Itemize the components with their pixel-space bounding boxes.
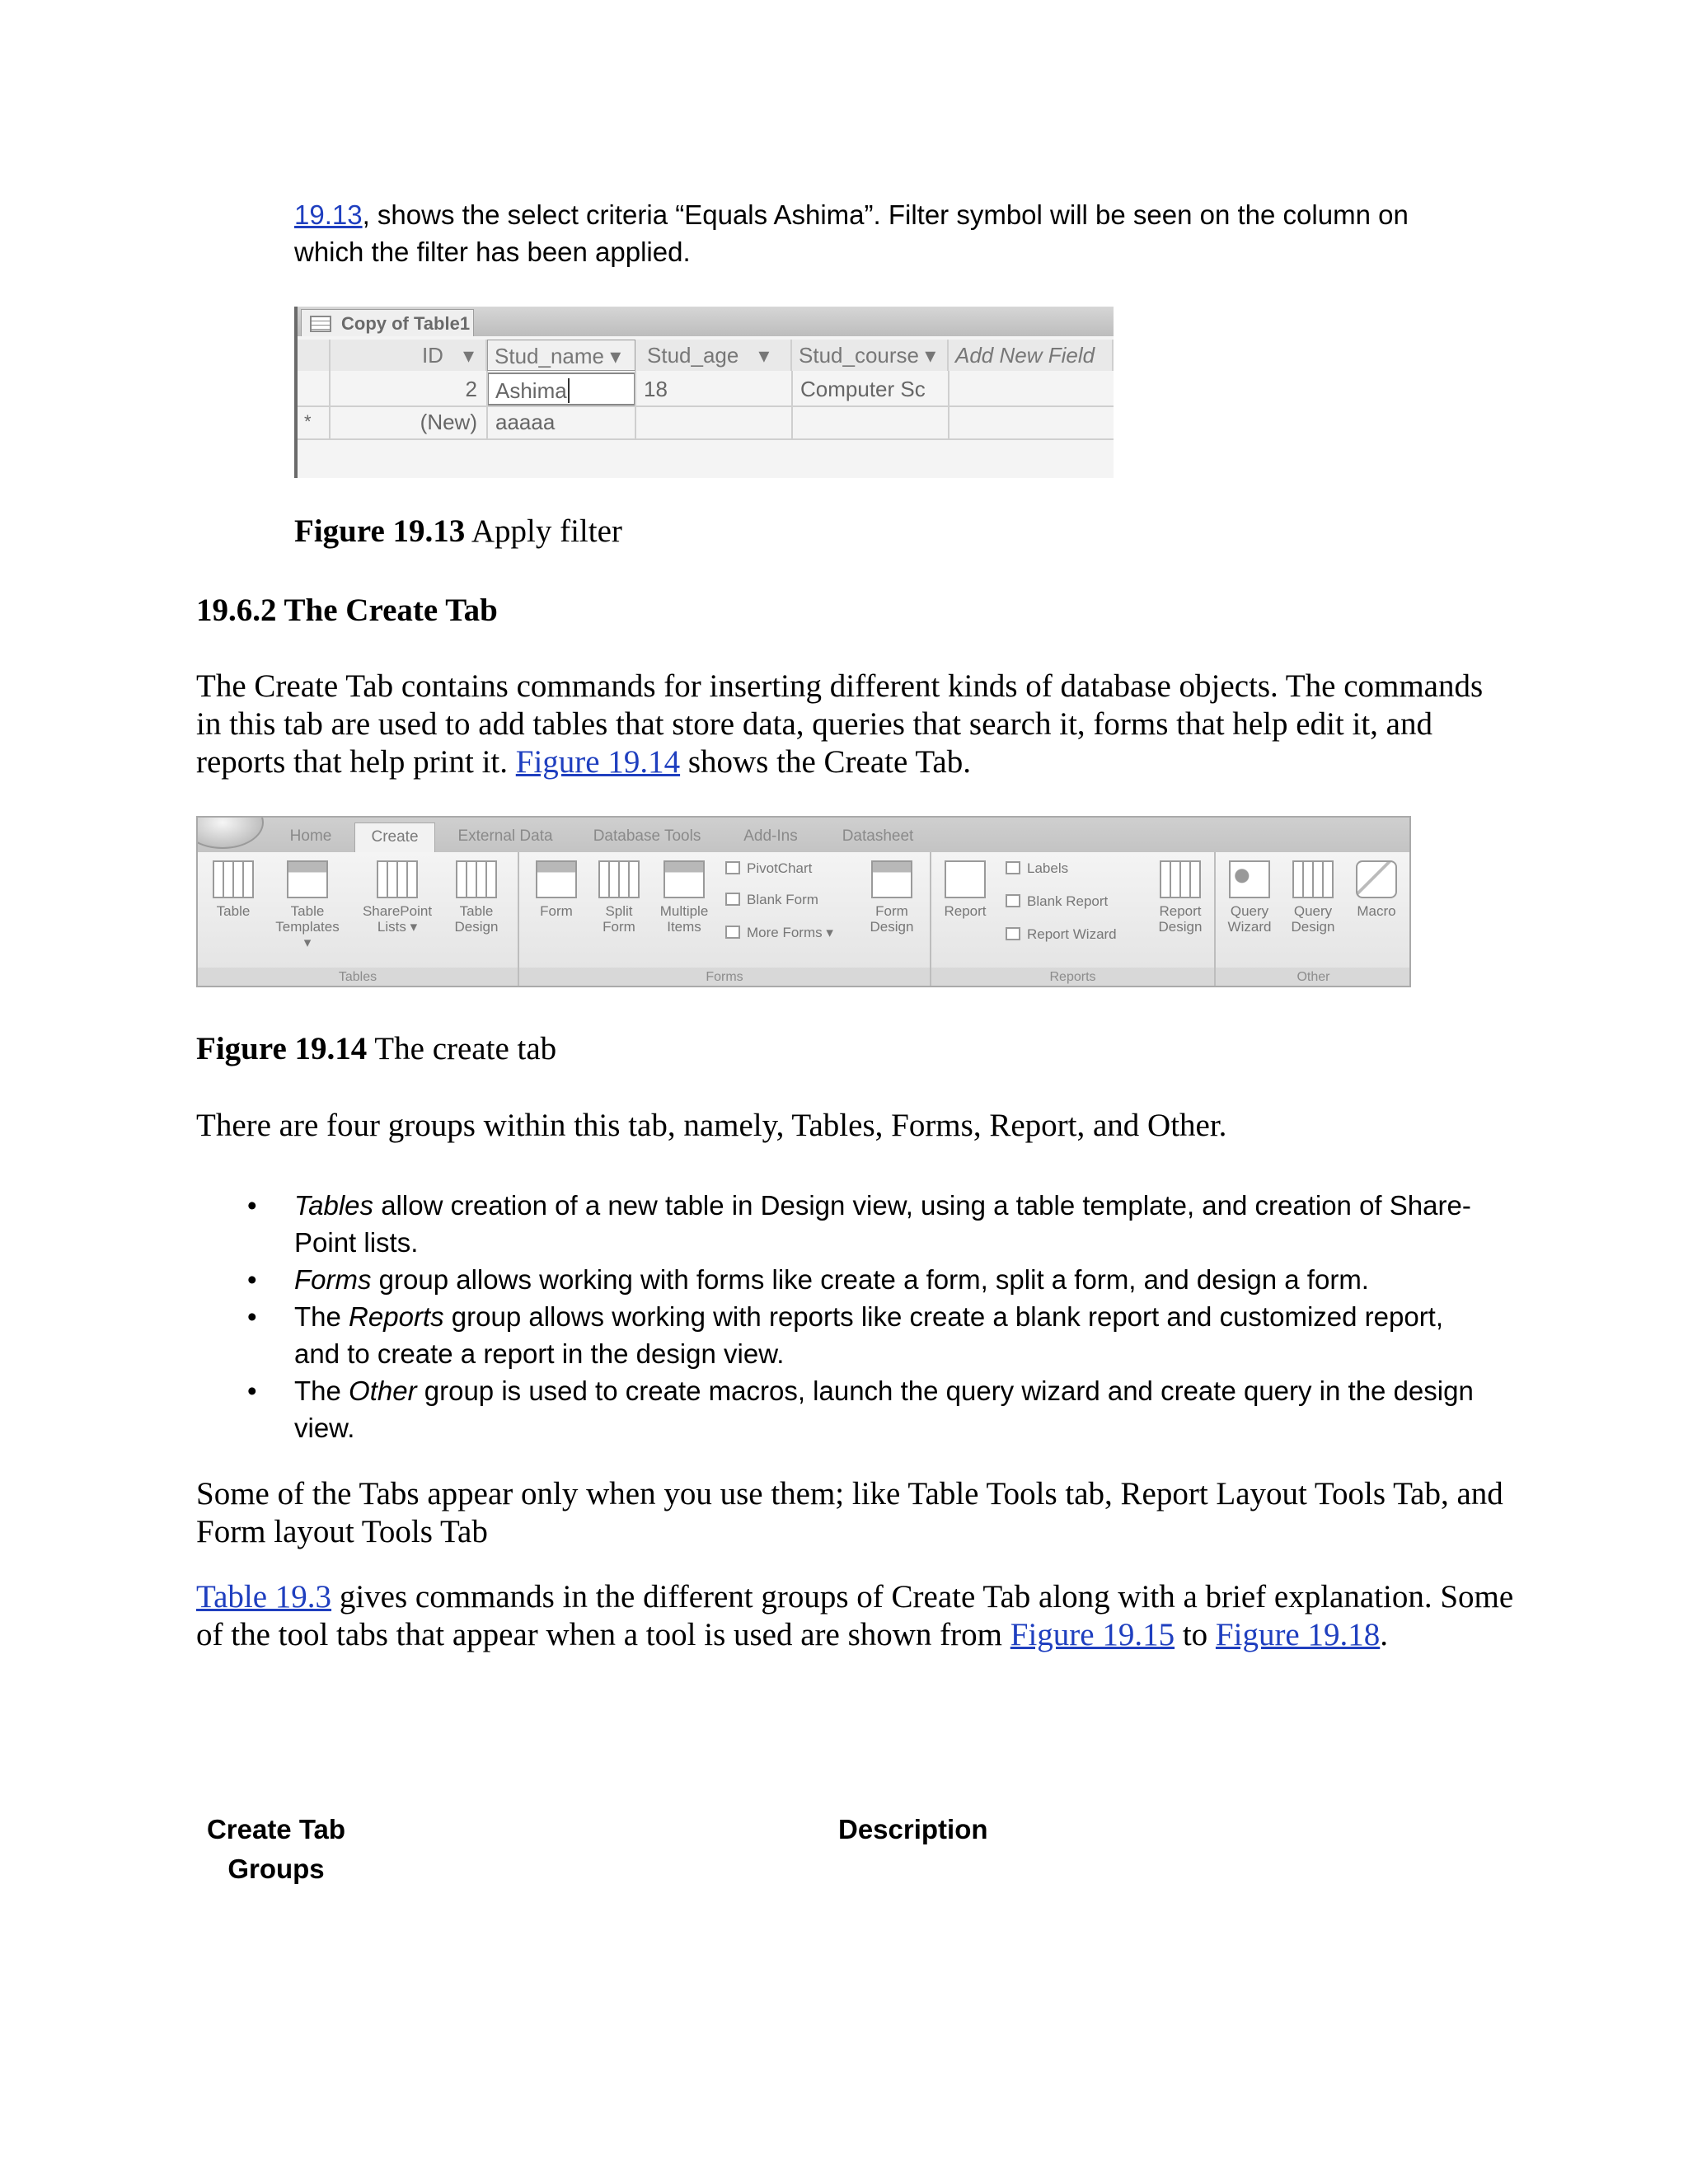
para-text: The Create Tab contains commands for inserting different kinds of database objects. The commands in this tab are used to add tables that store data, queries that search it, forms that help edit it, and reports that help print it. bbox=[196, 668, 1484, 780]
button-label: Macro bbox=[1357, 903, 1396, 919]
cell-stud-age[interactable]: 18 bbox=[644, 377, 668, 401]
link-table-19-3[interactable]: Table 19.3 bbox=[196, 1579, 332, 1615]
form-button[interactable] bbox=[528, 860, 585, 919]
item-emphasis: Other bbox=[349, 1376, 417, 1406]
split-form-icon bbox=[598, 860, 640, 898]
button-label: Query Design bbox=[1291, 903, 1335, 935]
figure-19-14-caption bbox=[196, 1030, 556, 1067]
link-figure-19-13[interactable]: 19.13 bbox=[294, 199, 363, 230]
paragraph-tool-tabs: Some of the Tabs appear only when you use them; like Table Tools tab, Report Layout Tools Tab, and Form layout Tools Tab bbox=[196, 1476, 1503, 1549]
intro-paragraph bbox=[294, 196, 1465, 270]
paragraph-four-groups: There are four groups within this tab, namely, Tables, Forms, Report, and Other. bbox=[196, 1108, 1227, 1143]
item-emphasis: Forms bbox=[294, 1264, 372, 1295]
query-wizard-icon bbox=[1229, 860, 1270, 898]
link-figure-19-18[interactable]: Figure 19.18 bbox=[1215, 1617, 1381, 1652]
report-design-icon bbox=[1160, 860, 1201, 898]
group-label-tables: Tables bbox=[198, 968, 518, 987]
ribbon-tab-bar bbox=[198, 818, 1409, 854]
figure-19-13-datasheet bbox=[294, 307, 1114, 478]
multiple-items-button[interactable] bbox=[651, 860, 717, 935]
tab-create[interactable]: Create bbox=[354, 823, 435, 853]
tab-home[interactable]: Home bbox=[289, 827, 332, 845]
section-heading: 19.6.2 The Create Tab bbox=[196, 593, 498, 628]
cell-id[interactable]: 2 bbox=[465, 377, 477, 401]
tab-external-data[interactable]: External Data bbox=[457, 827, 553, 845]
group-label-forms: Forms bbox=[519, 968, 930, 987]
button-label: SharePoint Lists ▾ bbox=[362, 903, 433, 935]
column-header-stud-name[interactable] bbox=[487, 340, 635, 371]
list-item bbox=[247, 1187, 1484, 1261]
grid-line bbox=[298, 405, 1114, 407]
button-label: Query Wizard bbox=[1227, 903, 1272, 935]
more-forms-button[interactable]: More Forms ▾ bbox=[725, 925, 833, 941]
list-item bbox=[247, 1261, 1484, 1298]
grid-line bbox=[635, 371, 636, 440]
tab-add-ins[interactable]: Add-Ins bbox=[743, 827, 798, 845]
header-label: Stud_name bbox=[495, 344, 604, 368]
query-wizard-button[interactable] bbox=[1219, 860, 1280, 935]
group-label-other: Other bbox=[1216, 968, 1411, 987]
cell-stud-name-active[interactable] bbox=[487, 373, 635, 405]
query-design-button[interactable] bbox=[1282, 860, 1344, 935]
item-emphasis: Reports bbox=[349, 1301, 444, 1332]
grid-line bbox=[298, 438, 1114, 440]
table-header-description: Description bbox=[838, 1814, 988, 1844]
caption-text: Apply filter bbox=[465, 513, 622, 549]
sharepoint-lists-icon bbox=[377, 860, 418, 898]
table-design-button[interactable] bbox=[443, 860, 509, 935]
paragraph-table-reference bbox=[196, 1578, 1515, 1654]
cell-value: Ashima bbox=[495, 378, 567, 403]
group-label-reports: Reports bbox=[931, 968, 1214, 987]
grid-line bbox=[948, 371, 950, 440]
caption-text: The create tab bbox=[367, 1031, 557, 1066]
filter-icon[interactable]: ▾ bbox=[610, 344, 621, 368]
datasheet-tab-label: Copy of Table1 bbox=[341, 313, 471, 334]
list-item bbox=[247, 1298, 1484, 1372]
column-header-stud-age[interactable] bbox=[635, 340, 792, 371]
button-label: Table Templates ▾ bbox=[275, 903, 340, 950]
para-text: to bbox=[1175, 1617, 1216, 1652]
table-icon bbox=[213, 860, 254, 898]
item-text: group allows working with forms like create a form, split a form, and design a form. bbox=[371, 1264, 1369, 1295]
caption-label: Figure 19.14 bbox=[196, 1031, 368, 1066]
list-item bbox=[247, 1372, 1484, 1446]
item-emphasis: Tables bbox=[294, 1190, 374, 1221]
button-label: Split Form bbox=[603, 903, 635, 935]
button-label: Form Design bbox=[870, 903, 914, 935]
select-all-cell[interactable] bbox=[298, 340, 331, 371]
item-text: allow creation of a new table in Design view, using a table template, and creation of Share-Point lists. bbox=[294, 1190, 1471, 1258]
group-other bbox=[1216, 852, 1411, 987]
figure-19-13-caption bbox=[294, 513, 622, 550]
table-templates-icon bbox=[287, 860, 328, 898]
query-design-icon bbox=[1292, 860, 1334, 898]
datasheet-tabbar bbox=[298, 307, 1114, 336]
para-text: shows the Create Tab. bbox=[680, 744, 971, 780]
table-templates-button[interactable] bbox=[270, 860, 345, 950]
table-design-icon bbox=[456, 860, 497, 898]
column-header-id[interactable] bbox=[331, 340, 487, 371]
dropdown-arrow-icon[interactable]: ▾ bbox=[758, 343, 770, 368]
blank-form-button[interactable]: Blank Form bbox=[725, 892, 818, 908]
item-text: group allows working with reports like create a blank report and customized report, and to create a report in the design view. bbox=[294, 1301, 1444, 1369]
link-figure-19-14[interactable]: Figure 19.14 bbox=[515, 744, 681, 780]
report-design-button[interactable] bbox=[1149, 860, 1212, 935]
column-header-add-new-field[interactable]: Add New Field bbox=[949, 340, 1114, 371]
link-figure-19-15[interactable]: Figure 19.15 bbox=[1010, 1617, 1175, 1652]
table-header-groups: Create Tab Groups bbox=[206, 1814, 346, 1884]
header-label: Stud_age bbox=[647, 343, 739, 368]
ribbon-body bbox=[198, 852, 1409, 987]
grid-line bbox=[329, 371, 331, 440]
paragraph-create-tab bbox=[196, 668, 1515, 781]
group-forms bbox=[519, 852, 931, 987]
button-label: Form bbox=[540, 903, 573, 919]
item-text: The bbox=[294, 1376, 349, 1406]
tab-datasheet[interactable]: Datasheet bbox=[842, 827, 914, 845]
column-header-stud-course[interactable] bbox=[792, 340, 949, 371]
button-label: Report Design bbox=[1158, 903, 1203, 935]
form-design-icon bbox=[871, 860, 912, 898]
text-cursor bbox=[568, 378, 570, 403]
pivotchart-button[interactable]: PivotChart bbox=[725, 860, 812, 877]
table-button[interactable] bbox=[204, 860, 262, 919]
button-label: Table Design bbox=[454, 903, 499, 935]
report-icon bbox=[945, 860, 986, 898]
labels-button[interactable]: Labels bbox=[1006, 860, 1068, 877]
dropdown-arrow-icon[interactable]: ▾ bbox=[925, 343, 936, 368]
header-label: Stud_course bbox=[799, 343, 919, 368]
header-label: ID bbox=[421, 343, 443, 368]
tab-database-tools[interactable]: Database Tools bbox=[593, 827, 701, 845]
button-label: Report bbox=[944, 903, 987, 919]
para-text: gives commands in the different groups of Create Tab along with a brief explanation. Some of the tool tabs that appear when a tool is used are shown from bbox=[196, 1579, 1514, 1652]
caption-label: Figure 19.13 bbox=[294, 513, 466, 549]
office-button-icon[interactable] bbox=[196, 816, 264, 849]
cell-id-new[interactable]: (New) bbox=[420, 410, 477, 434]
button-label: Table bbox=[216, 903, 251, 919]
split-form-button[interactable] bbox=[590, 860, 648, 935]
form-design-button[interactable] bbox=[859, 860, 925, 935]
cell-stud-course[interactable]: Computer Sc bbox=[800, 377, 926, 401]
cell-stud-name-new[interactable]: aaaaa bbox=[495, 410, 556, 434]
sharepoint-lists-button[interactable] bbox=[354, 860, 440, 935]
intro-text: , shows the select criteria “Equals Ashima”. Filter symbol will be seen on the column on which the filter has been applied. bbox=[294, 199, 1409, 267]
multiple-items-icon bbox=[663, 860, 705, 898]
macro-button[interactable] bbox=[1348, 860, 1405, 919]
groups-bullet-list bbox=[247, 1187, 1484, 1446]
button-label: Multiple Items bbox=[659, 903, 709, 935]
grid-line bbox=[486, 371, 488, 440]
new-record-marker: * bbox=[304, 411, 312, 432]
datasheet-tab[interactable] bbox=[301, 309, 474, 336]
report-button[interactable] bbox=[936, 860, 994, 919]
macro-icon bbox=[1356, 860, 1397, 898]
grid-line bbox=[791, 371, 793, 440]
table-icon bbox=[310, 316, 331, 332]
item-text: The bbox=[294, 1301, 349, 1332]
figure-19-14-ribbon bbox=[196, 816, 1411, 987]
item-text: group is used to create macros, launch the query wizard and create query in the design view. bbox=[294, 1376, 1474, 1443]
para-text: . bbox=[1380, 1617, 1388, 1652]
group-reports bbox=[931, 852, 1216, 987]
group-tables bbox=[198, 852, 519, 987]
report-wizard-button[interactable]: Report Wizard bbox=[1006, 926, 1117, 943]
dropdown-arrow-icon[interactable]: ▾ bbox=[462, 343, 474, 368]
form-icon bbox=[536, 860, 577, 898]
blank-report-button[interactable]: Blank Report bbox=[1006, 893, 1108, 910]
